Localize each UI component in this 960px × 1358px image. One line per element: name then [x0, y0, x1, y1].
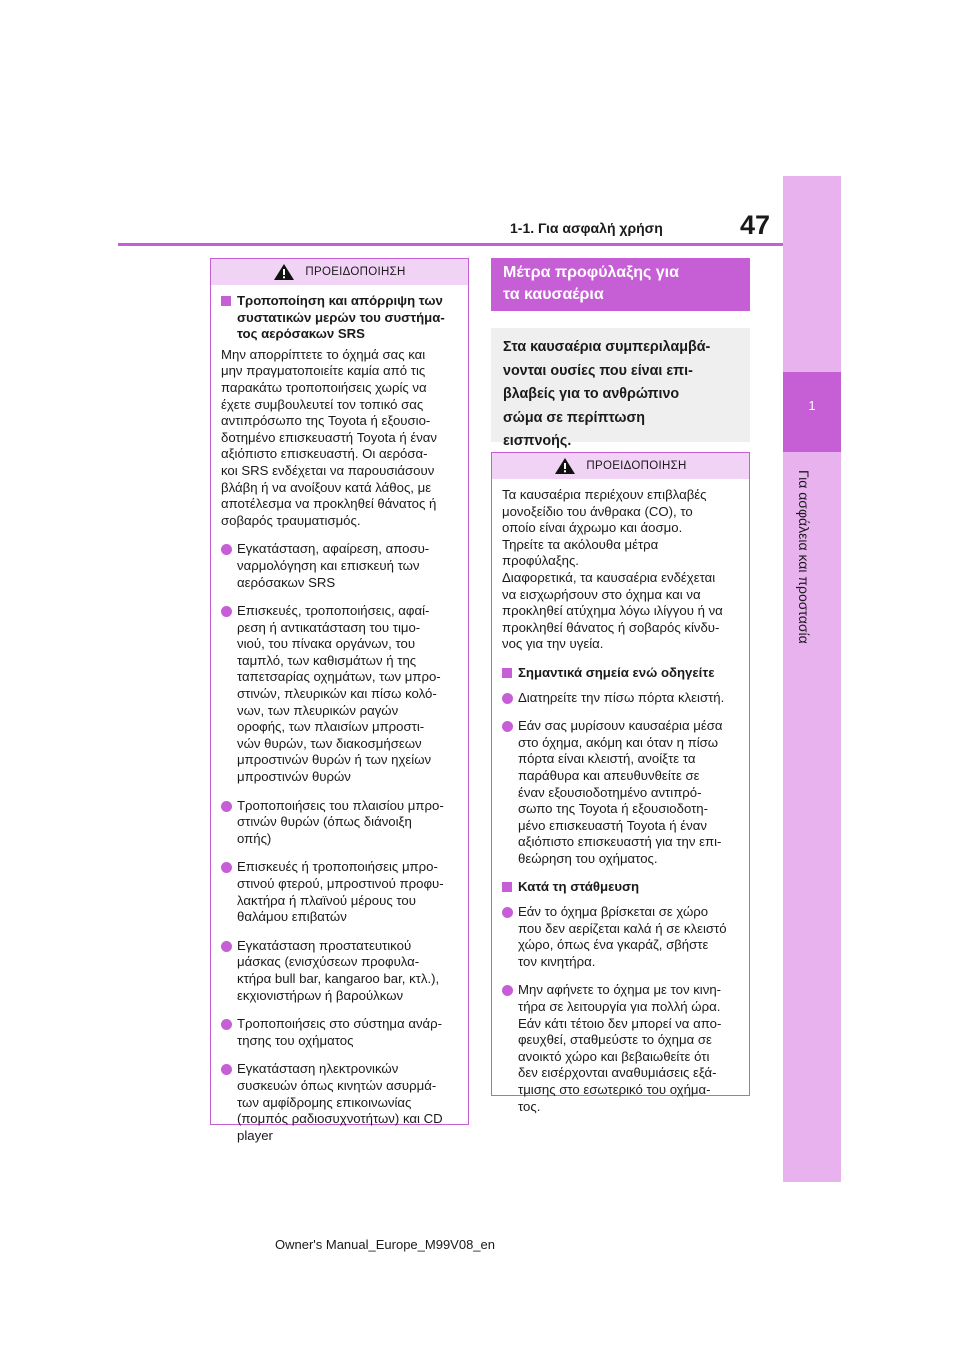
- round-bullet-icon: [221, 1019, 232, 1030]
- line: οπής): [237, 830, 272, 846]
- line: κτήρα bull bar, kangaroo bar, κτλ.),: [237, 970, 440, 986]
- line: έχετε συμβουλευτεί τον τοπικό σας: [221, 396, 424, 412]
- line: μπροστινών θυρών ή των ηχείων: [237, 752, 432, 768]
- banner-line: τα καυσαέρια: [503, 286, 604, 303]
- line: player: [237, 1127, 273, 1143]
- line: αξιόπιστο επισκευαστή για την επι-: [518, 834, 722, 850]
- summary-line: Στα καυσαέρια συμπεριλαμβά-: [503, 339, 711, 355]
- round-bullet-icon: [502, 985, 513, 996]
- line: των αμφίδρομης επικοινωνίας: [237, 1094, 412, 1110]
- round-bullet-icon: [221, 941, 232, 952]
- list-item: [221, 603, 458, 786]
- line: Κατά τη στάθμευση: [518, 879, 640, 895]
- line: τήρα σε λειτουργία για πολλή ώρα.: [518, 999, 721, 1015]
- list-item: [221, 798, 458, 848]
- list-item: [221, 1061, 458, 1144]
- chapter-side-tab: [783, 176, 841, 1182]
- line: αερόσακων SRS: [237, 574, 336, 590]
- line: Εγκατάσταση προστατευτικού: [237, 937, 412, 953]
- line: σωπο της Toyota ή εξουσιοδοτη-: [518, 801, 709, 817]
- summary-box: [491, 328, 750, 449]
- line: στο όχημα, ακόμη και όταν η πίσω: [518, 734, 719, 750]
- line: λακτήρα ή πλαϊνού μέρους του: [237, 892, 416, 908]
- line: μπροστινών θυρών: [237, 769, 351, 785]
- line: Τροποποιήσεις στο σύστημα ανάρ-: [237, 1016, 443, 1032]
- list-item: [221, 1016, 458, 1049]
- list-item: [502, 904, 739, 970]
- round-bullet-icon: [502, 907, 513, 918]
- list-item: [502, 982, 739, 1115]
- line: Εάν το όχημα βρίσκεται σε χώρο: [518, 904, 709, 920]
- summary-line: σώμα σε περίπτωση: [503, 409, 645, 426]
- square-bullet-icon: [502, 882, 512, 892]
- round-bullet-icon: [221, 801, 232, 812]
- line: έναν εξουσιοδοτημένο αντιπρό-: [518, 784, 702, 800]
- line: νιού, του πίνακα οργάνων, του: [237, 636, 416, 652]
- line: (πομπός ραδιοσυχνοτήτων) και CD: [237, 1111, 443, 1127]
- warning-header: [492, 453, 749, 479]
- line: που δεν αερίζεται καλά ή σε κλειστό: [518, 920, 727, 936]
- line: οροφής, των πλαισίων μπροστι-: [237, 719, 425, 735]
- line: Επισκευές, τροποποιήσεις, αφαί-: [237, 603, 430, 619]
- list-item: [221, 541, 458, 591]
- section-banner: [491, 258, 750, 311]
- line: μην πραγματοποιείτε καμία από τις: [221, 363, 426, 379]
- line: Διαφορετικά, τα καυσαέρια ενδέχεται: [502, 569, 716, 585]
- line: στινού φτερού, μπροστινού προφυ-: [237, 876, 444, 891]
- line: τος αερόσακων SRS: [237, 326, 365, 342]
- summary-line: βλαβείς για το ανθρώπινο: [503, 386, 680, 402]
- warning-body: [211, 285, 468, 1152]
- summary-line: νονται ουσίες που είναι επι-: [503, 362, 693, 379]
- line: στινών θυρών (όπως διάνοιξη: [237, 814, 412, 830]
- line: παράθυρα και απευθυνθείτε σε: [518, 767, 700, 783]
- line: φευχθεί, σταθμεύστε το όχημα σε: [518, 1032, 712, 1048]
- warning-body: [492, 479, 749, 1123]
- chapter-number: 1: [808, 398, 816, 413]
- line: προκληθεί θάνατος ή σοβαρός κίνδυ-: [502, 619, 720, 635]
- line: νος για την υγεία.: [502, 636, 604, 652]
- line: μάσκας (ενισχύσεων προφυλα-: [237, 954, 420, 970]
- list-item: [221, 938, 458, 1004]
- section-title: 1-1. Για ασφαλή χρήση: [510, 220, 663, 236]
- line: Επισκευές ή τροποποιήσεις μπρο-: [237, 859, 438, 875]
- summary-line: εισπνοής.: [503, 433, 572, 449]
- round-bullet-icon: [221, 544, 232, 555]
- warning-title: ΠΡΟΕΙΔΟΠΟΙΗΣΗ: [305, 266, 406, 278]
- warning-title: ΠΡΟΕΙΔΟΠΟΙΗΣΗ: [586, 460, 687, 472]
- line: Εγκατάσταση, αφαίρεση, αποσυ-: [237, 541, 430, 557]
- line: θεώρηση του οχήματος.: [518, 850, 658, 866]
- round-bullet-icon: [502, 721, 513, 732]
- line: συστατικών μερών του συστήμα-: [237, 309, 445, 325]
- footer-text: Owner's Manual_Europe_M99V08_en: [274, 1237, 495, 1252]
- line: Εάν σας μυρίσουν καυσαέρια μέσα: [518, 718, 723, 734]
- line: Σημαντικά σημεία ενώ οδηγείτε: [518, 664, 715, 680]
- warning-subheading: [221, 293, 458, 343]
- round-bullet-icon: [221, 1064, 232, 1075]
- line: ανοικτό χώρο και βεβαιωθείτε ότι: [518, 1048, 710, 1064]
- line: ρεση ή αντικατάσταση του τιμο-: [237, 619, 421, 635]
- line: μονοξείδιο του άνθρακα (CO), το: [502, 503, 693, 519]
- line: προκληθεί ατύχημα λόγω ιλίγγου ή να: [502, 603, 723, 619]
- warning-paragraph: [221, 347, 458, 530]
- right-warning-box: [491, 452, 750, 1114]
- left-warning-box: [210, 258, 469, 1143]
- chapter-label: Για ασφάλεια και προστασία: [796, 470, 812, 644]
- line: Τηρείτε τα ακόλουθα μέτρα: [502, 536, 659, 552]
- line: αντιπρόσωπο της Toyota ή εξουσιο-: [221, 413, 431, 429]
- warning-subheading: [502, 665, 739, 682]
- list-item: [502, 718, 739, 867]
- line: δοτημένο επισκευαστή Toyota ή έναν: [221, 429, 438, 445]
- line: σοβαρός τραυματισμός.: [221, 512, 361, 528]
- line: οποίο είναι άχρωμο και άοσμο.: [502, 520, 683, 536]
- line: ταπετσαρίας οχημάτων, των μπρο-: [237, 669, 441, 685]
- line: αποτέλεσμα να προκληθεί θάνατος ή: [221, 496, 437, 512]
- line: νων, των πλευρικών ραγών: [237, 702, 399, 718]
- line: Διατηρείτε την πίσω πόρτα κλειστή.: [518, 689, 725, 705]
- line: Εγκατάσταση ηλεκτρονικών: [237, 1061, 399, 1077]
- line: ταμπλό, των καθισμάτων ή της: [237, 652, 417, 668]
- round-bullet-icon: [502, 693, 513, 704]
- line: να εισχωρήσουν στο όχημα και να: [502, 586, 701, 602]
- line: Μην αφήνετε το όχημα με τον κινη-: [518, 982, 722, 998]
- line: τμισης στο εσωτερικό του οχήμα-: [518, 1082, 711, 1097]
- list-item: [502, 690, 739, 707]
- banner-line: Μέτρα προφύλαξης για: [503, 264, 679, 281]
- line: πόρτα είναι κλειστή, ανοίξτε τα: [518, 751, 696, 767]
- line: παρακάτω τροποποιήσεις χωρίς να: [221, 379, 427, 395]
- line: Τροποποιήσεις του πλαισίου μπρο-: [237, 797, 444, 813]
- square-bullet-icon: [221, 296, 231, 306]
- line: Τροποποίηση και απόρριψη των: [237, 293, 443, 308]
- line: δεν εισέρχονται αναθυμιάσεις εξά-: [518, 1065, 717, 1081]
- line: βλάβη ή να ανοίξουν κατά λάθος, με: [221, 479, 432, 495]
- line: ναρμολόγηση και επισκευή των: [237, 557, 420, 573]
- list-item: [221, 859, 458, 925]
- line: τος.: [518, 1098, 541, 1114]
- round-bullet-icon: [221, 606, 232, 617]
- line: προφύλαξης.: [502, 553, 579, 569]
- square-bullet-icon: [502, 668, 512, 678]
- warning-paragraph: [502, 487, 739, 653]
- line: νών θυρών, των διακοσμήσεων: [237, 735, 422, 751]
- round-bullet-icon: [221, 862, 232, 873]
- line: χώρο, όπως ένα γκαράζ, σβήστε: [518, 937, 709, 953]
- line: τησης του οχήματος: [237, 1032, 354, 1048]
- page-number: 47: [740, 210, 771, 240]
- line: εκχιονιστήρων ή βαρούλκων: [237, 987, 404, 1003]
- line: θαλάμου επιβατών: [237, 909, 347, 925]
- line: τον κινητήρα.: [518, 953, 596, 969]
- line: Εάν κάτι τέτοιο δεν μπορεί να απο-: [518, 1015, 722, 1031]
- line: στινών, πλευρικών και πίσω κολό-: [237, 686, 437, 702]
- line: αξιόπιστο επισκευαστή. Οι αερόσα-: [221, 446, 428, 462]
- line: Τα καυσαέρια περιέχουν επιβλαβές: [502, 487, 707, 502]
- line: μένο επισκευαστή Toyota ή έναν: [518, 817, 707, 833]
- warning-header: [211, 259, 468, 285]
- line: Μην απορρίπτετε το όχημά σας και: [221, 346, 426, 362]
- line: συσκευών όπως κινητών ασυρμά-: [237, 1077, 437, 1093]
- header-rule: [118, 243, 783, 246]
- warning-triangle-icon: [554, 457, 576, 475]
- warning-triangle-icon: [273, 263, 295, 281]
- line: κοι SRS ενδέχεται να παρουσιάσουν: [221, 462, 435, 478]
- warning-subheading: [502, 879, 739, 896]
